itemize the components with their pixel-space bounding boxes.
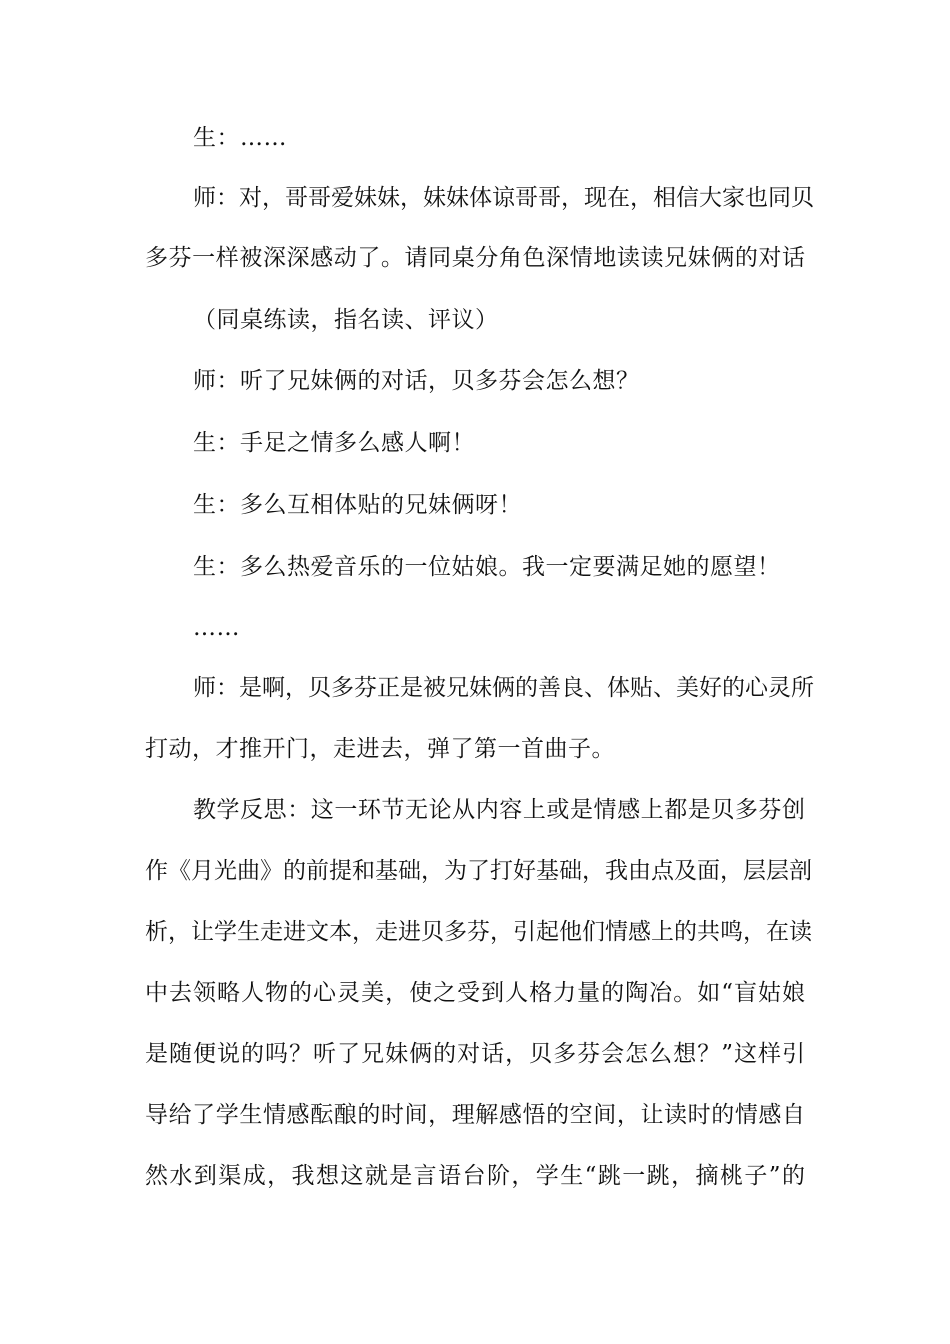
text-line: 教学反思：这一环节无论从内容上或是情感上都是贝多芬创 — [193, 797, 805, 823]
text-line: 师：听了兄妹俩的对话，贝多芬会怎么想？ — [193, 368, 640, 394]
text-line: 生：多么互相体贴的兄妹俩呀！ — [193, 492, 522, 518]
text-line: （同桌练读，指名读、评议） — [193, 307, 499, 333]
text-line: 是随便说的吗？听了兄妹俩的对话，贝多芬会怎么想？”这样引 — [145, 1041, 805, 1067]
text-line: 师：对，哥哥爱妹妹，妹妹体谅哥哥，现在，相信大家也同贝 — [193, 185, 814, 211]
text-line: …… — [193, 615, 240, 641]
text-line: 生：…… — [193, 125, 287, 151]
text-line: 师：是啊，贝多芬正是被兄妹俩的善良、体贴、美好的心灵所 — [193, 675, 814, 701]
text-line: 然水到渠成，我想这就是言语台阶，学生“跳一跳，摘桃子”的 — [145, 1163, 805, 1189]
text-line: 多芬一样被深深感动了。请同桌分角色深情地读读兄妹俩的对话 — [145, 245, 805, 271]
text-line: 生：手足之情多么感人啊！ — [193, 430, 475, 456]
text-line: 作《月光曲》的前提和基础，为了打好基础，我由点及面，层层剖 — [145, 858, 812, 884]
text-line: 导给了学生情感酝酿的时间，理解感悟的空间，让读时的情感自 — [145, 1102, 805, 1128]
text-line: 中去领略人物的心灵美，使之受到人格力量的陶冶。如“盲姑娘 — [145, 980, 805, 1006]
text-line: 生：多么热爱音乐的一位姑娘。我一定要满足她的愿望！ — [193, 554, 781, 580]
text-line: 析，让学生走进文本，走进贝多芬，引起他们情感上的共鸣，在读 — [145, 919, 812, 945]
text-line: 打动，才推开门，走进去，弹了第一首曲子。 — [145, 736, 615, 762]
